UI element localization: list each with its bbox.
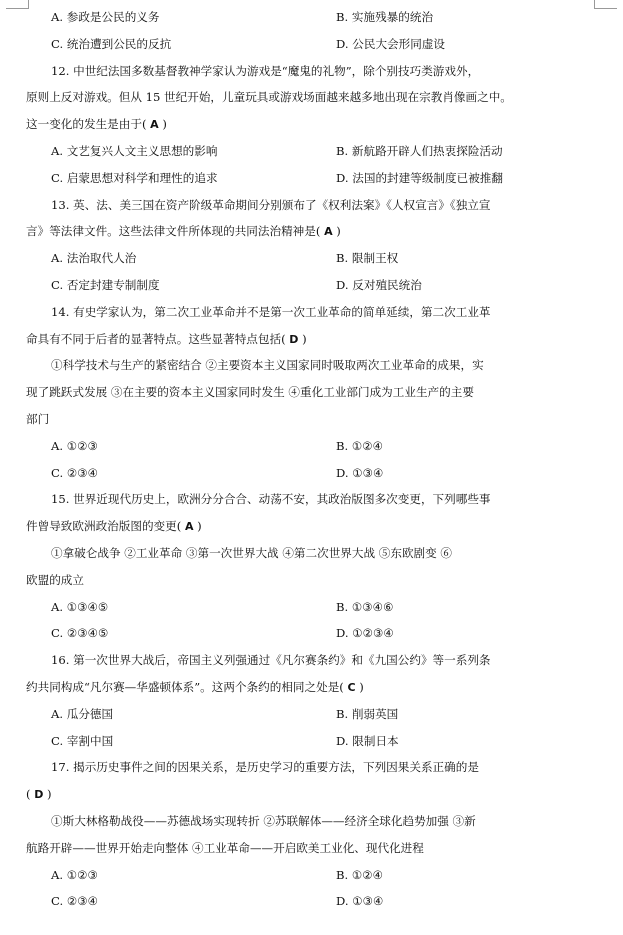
q14-options-row-1 [26, 433, 596, 460]
q16-option-b: B. 削弱英国 [336, 706, 399, 721]
q17-answer: D [34, 788, 44, 802]
q17-statement-line-1: ①斯大林格勒战役——苏德战场实现转折 ②苏联解体——经济全球化趋势加强 ③新 [51, 813, 476, 828]
q12-paren-close: ) [162, 117, 167, 132]
q15-paren-close: ) [197, 519, 202, 534]
q17-option-d: D. ①③④ [336, 894, 384, 909]
q15-options-row-2 [26, 620, 596, 647]
q16-option-c: C. 宰割中国 [51, 733, 114, 748]
page-corner-mark-right [594, 0, 617, 9]
q12-option-d: D. 法国的封建等级制度已被推翻 [336, 170, 503, 185]
q13-options-row-1 [26, 245, 596, 272]
q14-stem-line-2 [26, 326, 596, 353]
q15-answer: A [184, 520, 194, 534]
q16-paren-close: ) [359, 679, 364, 694]
q15-option-d: D. ①②③④ [336, 626, 394, 641]
q16-stem-text: 约共同构成“凡尔赛—华盛顿体系”。这两个条约的相同之处是( [26, 679, 344, 694]
q15-option-c: C. ②③④⑤ [51, 626, 109, 641]
q12-answer: A [150, 118, 159, 132]
q13-option-c: C. 否定封建专制制度 [51, 277, 160, 292]
q11-option-a: A. 参政是公民的义务 [51, 10, 160, 24]
q11-option-c: C. 统治遭到公民的反抗 [51, 36, 172, 51]
q14-statement-line-1: ①科学技术与生产的紧密结合 ②主要资本主义国家同时吸取两次工业革命的成果，实 [51, 358, 484, 373]
q16-option-d: D. 限制日本 [336, 733, 399, 748]
q12-option-a: A. 文艺复兴人文主义思想的影响 [51, 143, 218, 158]
q15-options-row-1 [26, 594, 596, 621]
q15-stem-line-2 [26, 513, 596, 540]
q12-stem-line-1: 12. 中世纪法国多数基督教神学家认为游戏是“魔鬼的礼物”，除个别技巧类游戏外， [51, 63, 480, 78]
q17-statement-line-2: 航路开辟——世界开始走向整体 ④工业革命——开启欧美工业化、现代化进程 [26, 840, 424, 855]
q14-option-c: C. ②③④ [51, 465, 99, 480]
q15-stem-text: 件曾导致欧洲政治版图的变更( [26, 519, 182, 534]
q12-stem-line-2: 原则上反对游戏。但从 15 世纪开始，儿童玩具或游戏场面越来越多地出现在宗教肖像画之中。 [26, 90, 512, 105]
q15-option-b: B. ①③④⑥ [336, 599, 394, 614]
q16-stem-line-1: 16. 第一次世界大战后，帝国主义列强通过《凡尔赛条约》和《九国公约》等一系列条 [51, 653, 491, 668]
q16-options-row-2 [26, 728, 596, 755]
q14-stem-text: 命具有不同于后者的显著特点。这些显著特点包括( [26, 331, 286, 346]
q15-stem-line-1: 15. 世界近现代历史上，欧洲分分合合、动荡不安，其政治版图多次变更，下列哪些事 [51, 492, 491, 507]
q17-stem-line-2 [26, 781, 596, 808]
q12-stem-line-3 [26, 111, 596, 138]
q14-stem-line-1: 14. 有史学家认为，第二次工业革命并不是第一次工业革命的简单延续，第二次工业革 [51, 304, 491, 319]
q17-option-b: B. ①②④ [336, 867, 384, 882]
q15-statement-line-2: 欧盟的成立 [26, 572, 84, 587]
q13-stem-line-2 [26, 218, 596, 245]
q14-statement-line-3: 部门 [26, 411, 50, 426]
q13-paren-close: ) [336, 224, 341, 239]
exam-page [26, 4, 596, 915]
q11-option-b: B. 实施残暴的统治 [336, 10, 434, 24]
q14-answer: D [289, 332, 299, 346]
q12-option-c: C. 启蒙思想对科学和理性的追求 [51, 170, 218, 185]
q16-stem-line-2 [26, 674, 596, 701]
q14-option-d: D. ①③④ [336, 465, 384, 480]
q13-option-a: A. 法治取代人治 [51, 251, 137, 266]
q13-option-d: D. 反对殖民统治 [336, 277, 422, 292]
q13-stem-text: 言》等法律文件。这些法律文件所体现的共同法治精神是( [26, 224, 321, 239]
q14-paren-close: ) [302, 331, 307, 346]
q16-options-row-1 [26, 701, 596, 728]
q17-options-row-1 [26, 862, 596, 889]
q17-options-row-2 [26, 888, 596, 915]
q13-options-row-2 [26, 272, 596, 299]
q12-options-row-1 [26, 138, 596, 165]
q17-option-a: A. ①②③ [51, 867, 98, 882]
q11-option-d: D. 公民大会形同虚设 [336, 36, 446, 51]
q17-paren-close: ) [47, 787, 52, 802]
q14-statement-line-2: 现了跳跃式发展 ③在主要的资本主义国家同时发生 ④重化工业部门成为工业生产的主要 [26, 385, 474, 400]
q17-paren-open: ( [26, 787, 31, 802]
q15-option-a: A. ①③④⑤ [51, 599, 109, 614]
q13-stem-line-1: 13. 英、法、美三国在资产阶级革命期间分别颁布了《权利法案》《人权宣言》《独立宣 [51, 197, 491, 212]
q13-option-b: B. 限制王权 [336, 251, 399, 266]
q17-stem-line-1: 17. 揭示历史事件之间的因果关系，是历史学习的重要方法，下列因果关系正确的是 [51, 760, 479, 775]
q16-answer: C [347, 680, 356, 694]
q11-options-row-1 [26, 4, 596, 31]
q14-option-a: A. ①②③ [51, 438, 98, 453]
q17-option-c: C. ②③④ [51, 894, 99, 909]
q12-option-b: B. 新航路开辟人们热衷探险活动 [336, 143, 503, 158]
q11-options-row-2 [26, 31, 596, 58]
q12-stem-text: 这一变化的发生是由于( [26, 117, 147, 132]
q13-answer: A [324, 225, 333, 239]
q14-options-row-2 [26, 460, 596, 487]
q16-option-a: A. 瓜分德国 [51, 706, 114, 721]
q12-options-row-2 [26, 165, 596, 192]
q15-statement-line-1: ①拿破仑战争 ②工业革命 ③第一次世界大战 ④第二次世界大战 ⑤东欧剧变 ⑥ [51, 545, 453, 560]
q14-option-b: B. ①②④ [336, 438, 384, 453]
